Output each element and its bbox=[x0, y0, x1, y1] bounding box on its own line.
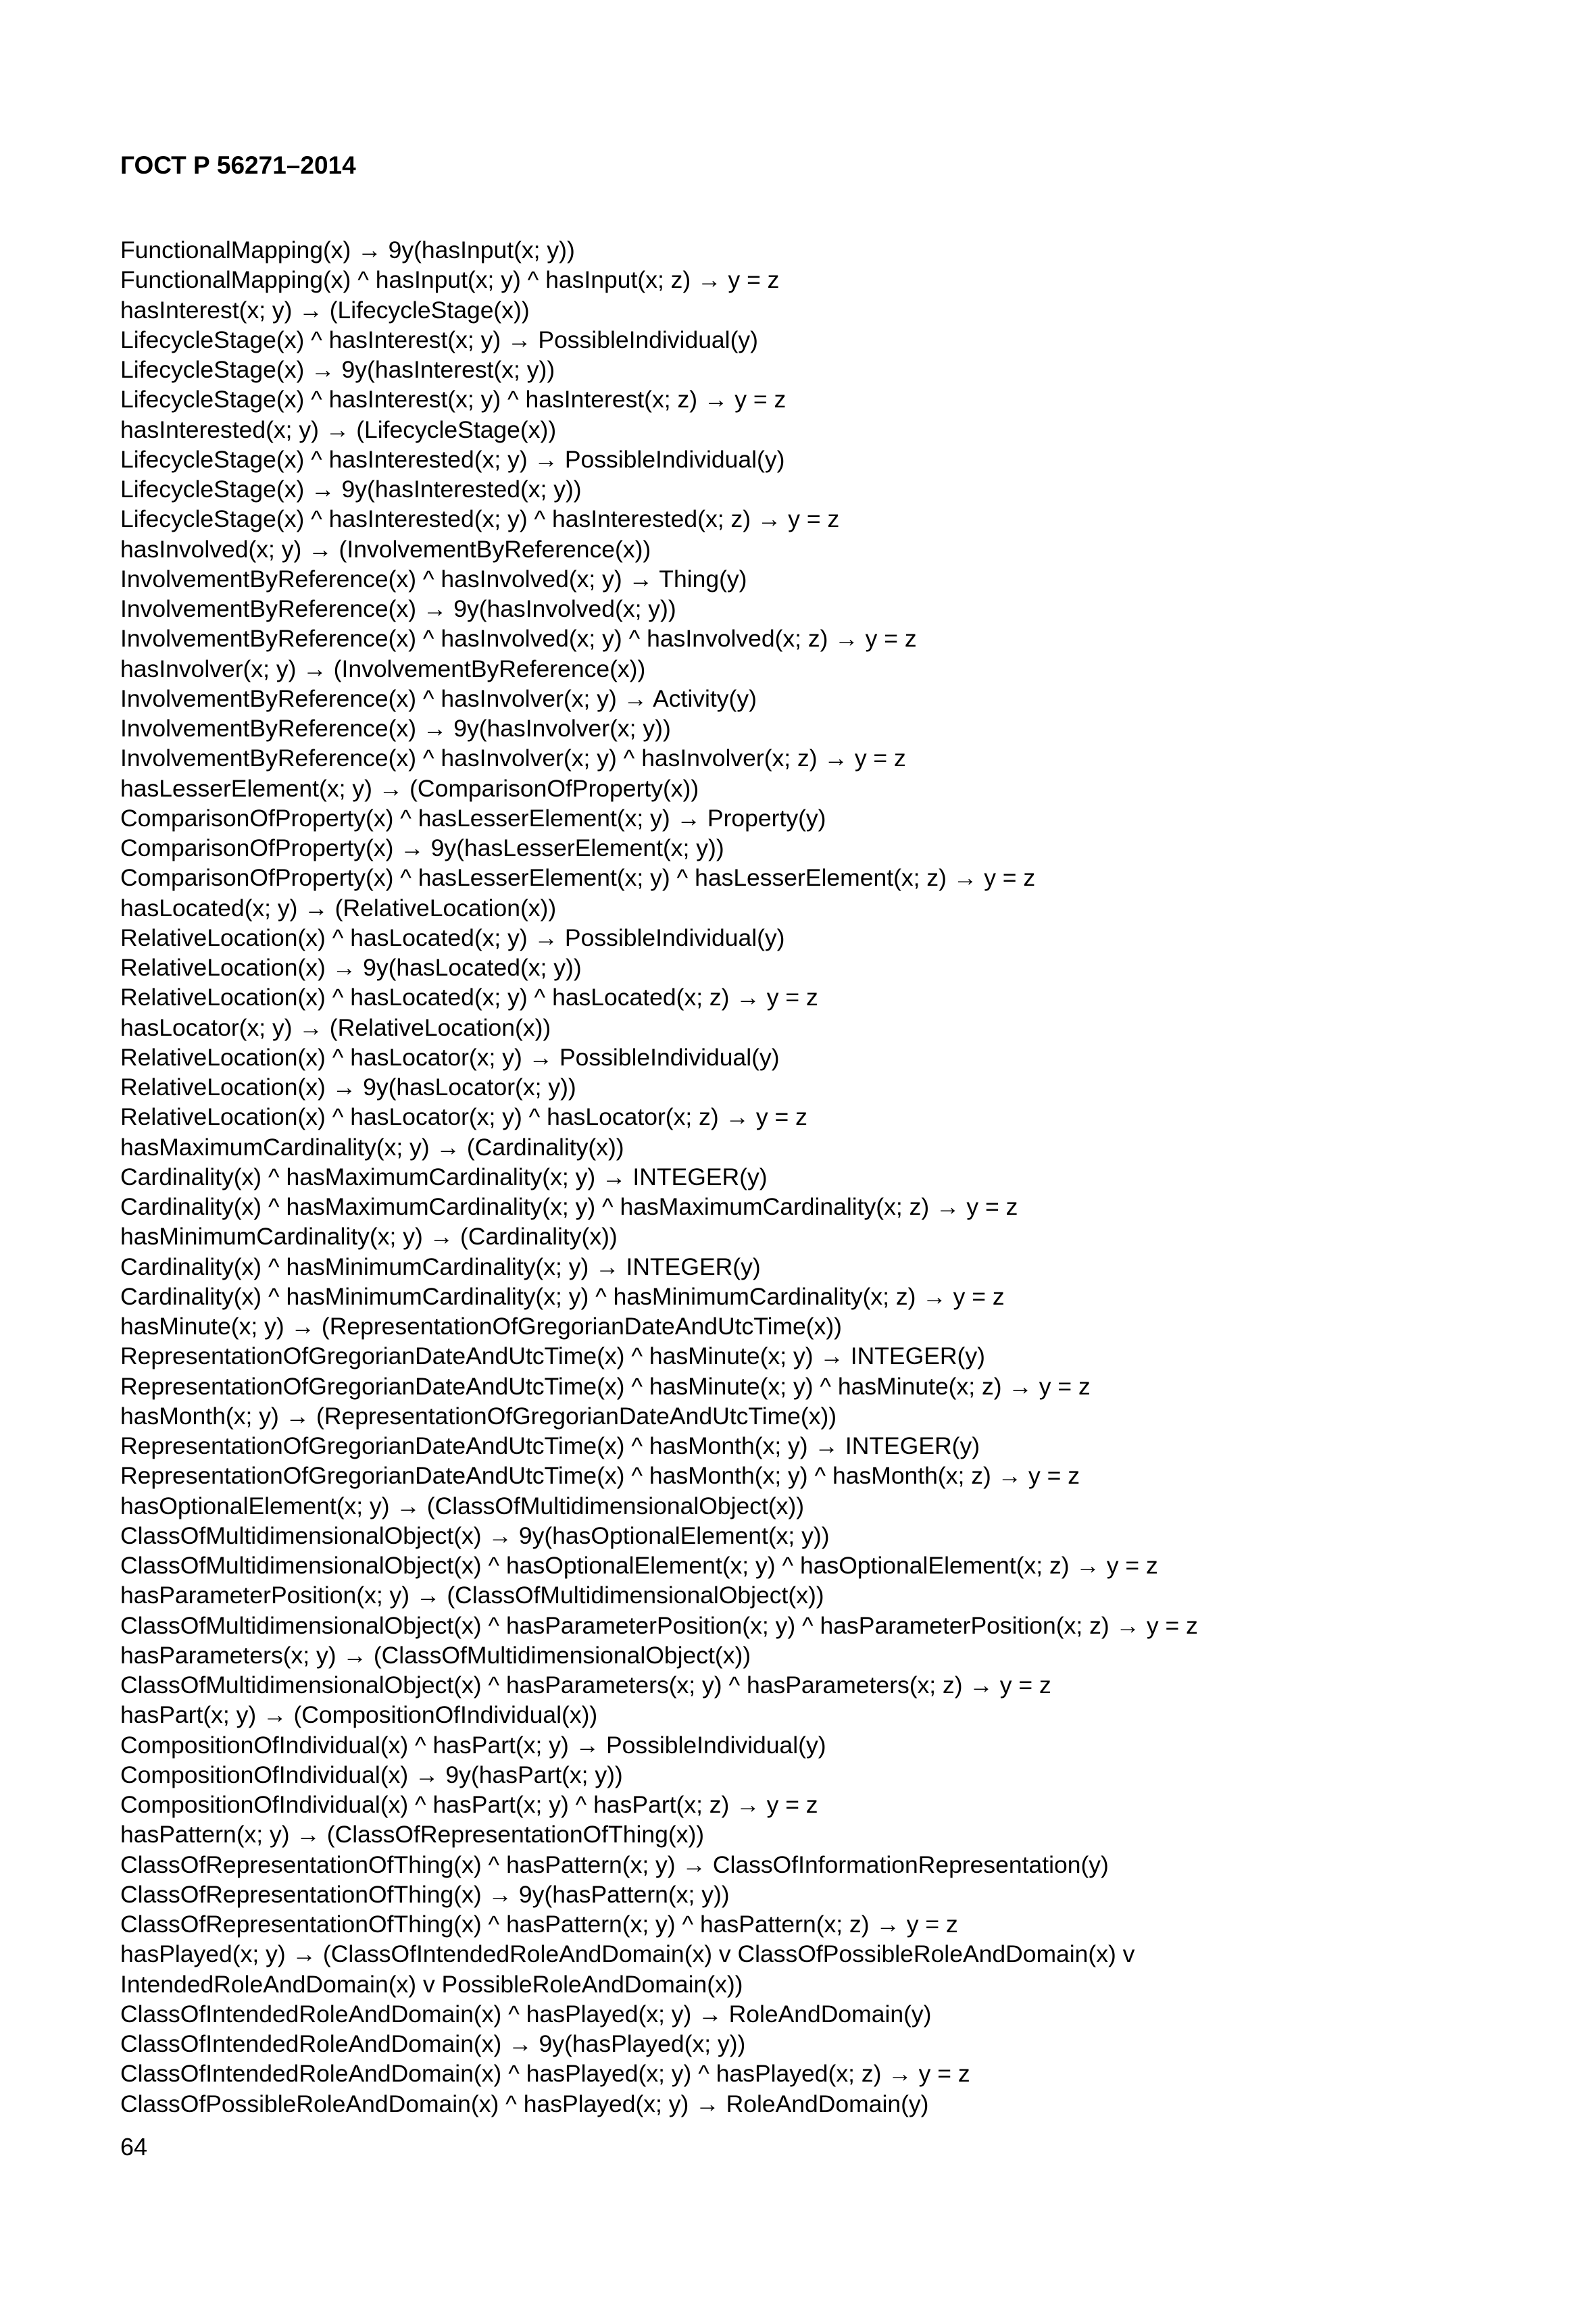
formula-line: FunctionalMapping(x) ^ hasInput(x; y) ^ hasInput(x; z) → y = z bbox=[120, 266, 780, 294]
formula-line: ClassOfMultidimensionalObject(x) → 9y(hasOptionalElement(x; y)) bbox=[120, 1521, 830, 1549]
formula-line: CompositionOfIndividual(x) → 9y(hasPart(x; y)) bbox=[120, 1761, 623, 1788]
formula-line: CompositionOfIndividual(x) ^ hasPart(x; y) → PossibleIndividual(y) bbox=[120, 1731, 826, 1759]
formula-line: hasMonth(x; y) → (RepresentationOfGregorianDateAndUtcTime(x)) bbox=[120, 1402, 837, 1430]
formula-line: InvolvementByReference(x) → 9y(hasInvolved(x; y)) bbox=[120, 595, 676, 622]
formula-line: RelativeLocation(x) ^ hasLocated(x; y) → PossibleIndividual(y) bbox=[120, 924, 785, 951]
formula-line: RepresentationOfGregorianDateAndUtcTime(x) ^ hasMonth(x; y) → INTEGER(y) bbox=[120, 1432, 980, 1459]
formula-line: Cardinality(x) ^ hasMinimumCardinality(x; y) → INTEGER(y) bbox=[120, 1253, 761, 1280]
formula-line: ClassOfMultidimensionalObject(x) ^ hasOptionalElement(x; y) ^ hasOptionalElement(x; z) → y = z bbox=[120, 1552, 1158, 1579]
formula-line: InvolvementByReference(x) → 9y(hasInvolver(x; y)) bbox=[120, 715, 671, 742]
formula-line: hasMaximumCardinality(x; y) → (Cardinality(x)) bbox=[120, 1133, 624, 1161]
formula-line: LifecycleStage(x) ^ hasInterested(x; y) → PossibleIndividual(y) bbox=[120, 445, 785, 473]
formula-line: RelativeLocation(x) → 9y(hasLocated(x; y)) bbox=[120, 954, 582, 981]
formula-line: LifecycleStage(x) → 9y(hasInterest(x; y)) bbox=[120, 356, 555, 383]
formula-line: hasParameters(x; y) → (ClassOfMultidimensionalObject(x)) bbox=[120, 1641, 751, 1669]
formula-line: hasPlayed(x; y) → (ClassOfIntendedRoleAndDomain(x) v ClassOfPossibleRoleAndDomain(x) v bbox=[120, 1940, 1135, 1968]
formula-line: Cardinality(x) ^ hasMaximumCardinality(x; y) ^ hasMaximumCardinality(x; z) → y = z bbox=[120, 1193, 1018, 1220]
formula-line: ComparisonOfProperty(x) ^ hasLesserElement(x; y) → Property(y) bbox=[120, 804, 826, 832]
formula-line: ClassOfRepresentationOfThing(x) ^ hasPattern(x; y) → ClassOfInformationRepresentation(y) bbox=[120, 1851, 1109, 1878]
formula-line: InvolvementByReference(x) ^ hasInvolver(x; y) ^ hasInvolver(x; z) → y = z bbox=[120, 745, 906, 772]
formula-line: ComparisonOfProperty(x) → 9y(hasLesserElement(x; y)) bbox=[120, 834, 724, 861]
formula-line: hasInvolved(x; y) → (InvolvementByReference(x)) bbox=[120, 535, 651, 563]
formula-line: InvolvementByReference(x) ^ hasInvolver(x; y) → Activity(y) bbox=[120, 684, 757, 712]
formula-line: ClassOfMultidimensionalObject(x) ^ hasParameters(x; y) ^ hasParameters(x; z) → y = z bbox=[120, 1671, 1051, 1699]
standard-header: ГОСТ Р 56271–2014 bbox=[120, 151, 356, 179]
formula-list bbox=[120, 235, 1198, 2119]
formula-line: RelativeLocation(x) → 9y(hasLocator(x; y)) bbox=[120, 1074, 576, 1101]
formula-line: hasInvolver(x; y) → (InvolvementByReference(x)) bbox=[120, 655, 646, 682]
page-number: 64 bbox=[120, 2133, 148, 2161]
formula-line: LifecycleStage(x) ^ hasInterest(x; y) ^ hasInterest(x; z) → y = z bbox=[120, 386, 787, 413]
formula-line: RelativeLocation(x) ^ hasLocated(x; y) ^ hasLocated(x; z) → y = z bbox=[120, 984, 818, 1011]
formula-line: hasMinute(x; y) → (RepresentationOfGregorianDateAndUtcTime(x)) bbox=[120, 1313, 842, 1340]
formula-line: LifecycleStage(x) → 9y(hasInterested(x; y)) bbox=[120, 476, 582, 503]
formula-line: RepresentationOfGregorianDateAndUtcTime(x) ^ hasMinute(x; y) → INTEGER(y) bbox=[120, 1342, 985, 1370]
formula-line: ClassOfPossibleRoleAndDomain(x) ^ hasPlayed(x; y) → RoleAndDomain(y) bbox=[120, 2090, 929, 2117]
formula-line: hasLesserElement(x; y) → (ComparisonOfProperty(x)) bbox=[120, 774, 699, 802]
formula-line: ClassOfIntendedRoleAndDomain(x) → 9y(hasPlayed(x; y)) bbox=[120, 2030, 746, 2057]
formula-line: hasParameterPosition(x; y) → (ClassOfMultidimensionalObject(x)) bbox=[120, 1582, 824, 1609]
formula-line: hasLocator(x; y) → (RelativeLocation(x)) bbox=[120, 1013, 551, 1041]
formula-line: FunctionalMapping(x) → 9y(hasInput(x; y)) bbox=[120, 236, 575, 263]
formula-line: ClassOfIntendedRoleAndDomain(x) ^ hasPlayed(x; y) ^ hasPlayed(x; z) → y = z bbox=[120, 2060, 970, 2088]
formula-line: InvolvementByReference(x) ^ hasInvolved(x; y) → Thing(y) bbox=[120, 565, 747, 593]
formula-line: ComparisonOfProperty(x) ^ hasLesserElement(x; y) ^ hasLesserElement(x; z) → y = z bbox=[120, 864, 1036, 892]
formula-line: hasInterested(x; y) → (LifecycleStage(x)) bbox=[120, 416, 557, 443]
formula-line: hasLocated(x; y) → (RelativeLocation(x)) bbox=[120, 894, 557, 922]
formula-line: LifecycleStage(x) ^ hasInterested(x; y) ^ hasInterested(x; z) → y = z bbox=[120, 505, 840, 533]
formula-line: RepresentationOfGregorianDateAndUtcTime(x) ^ hasMinute(x; y) ^ hasMinute(x; z) → y = z bbox=[120, 1372, 1091, 1400]
formula-line: RelativeLocation(x) ^ hasLocator(x; y) → PossibleIndividual(y) bbox=[120, 1043, 780, 1071]
formula-line: RelativeLocation(x) ^ hasLocator(x; y) ^ hasLocator(x; z) → y = z bbox=[120, 1103, 807, 1131]
formula-line: ClassOfIntendedRoleAndDomain(x) ^ hasPlayed(x; y) → RoleAndDomain(y) bbox=[120, 2000, 932, 2028]
formula-line: hasOptionalElement(x; y) → (ClassOfMultidimensionalObject(x)) bbox=[120, 1492, 805, 1519]
formula-line: hasInterest(x; y) → (LifecycleStage(x)) bbox=[120, 296, 530, 324]
formula-line: hasPattern(x; y) → (ClassOfRepresentationOfThing(x)) bbox=[120, 1821, 705, 1848]
formula-line: hasMinimumCardinality(x; y) → (Cardinality(x)) bbox=[120, 1223, 618, 1251]
formula-line: Cardinality(x) ^ hasMaximumCardinality(x; y) → INTEGER(y) bbox=[120, 1163, 768, 1190]
formula-line: IntendedRoleAndDomain(x) v PossibleRoleAndDomain(x)) bbox=[120, 1970, 743, 1998]
formula-line: ClassOfRepresentationOfThing(x) ^ hasPattern(x; y) ^ hasPattern(x; z) → y = z bbox=[120, 1911, 958, 1938]
formula-line: LifecycleStage(x) ^ hasInterest(x; y) → PossibleIndividual(y) bbox=[120, 326, 758, 353]
formula-line: ClassOfRepresentationOfThing(x) → 9y(hasPattern(x; y)) bbox=[120, 1880, 730, 1908]
formula-line: CompositionOfIndividual(x) ^ hasPart(x; y) ^ hasPart(x; z) → y = z bbox=[120, 1791, 818, 1818]
formula-line: hasPart(x; y) → (CompositionOfIndividual(x)) bbox=[120, 1701, 598, 1729]
formula-line: InvolvementByReference(x) ^ hasInvolved(x; y) ^ hasInvolved(x; z) → y = z bbox=[120, 625, 917, 653]
formula-line: RepresentationOfGregorianDateAndUtcTime(x) ^ hasMonth(x; y) ^ hasMonth(x; z) → y = z bbox=[120, 1462, 1080, 1490]
formula-line: Cardinality(x) ^ hasMinimumCardinality(x; y) ^ hasMinimumCardinality(x; z) → y = z bbox=[120, 1282, 1005, 1310]
formula-line: ClassOfMultidimensionalObject(x) ^ hasParameterPosition(x; y) ^ hasParameterPosition(x; z) → y = z bbox=[120, 1611, 1198, 1639]
